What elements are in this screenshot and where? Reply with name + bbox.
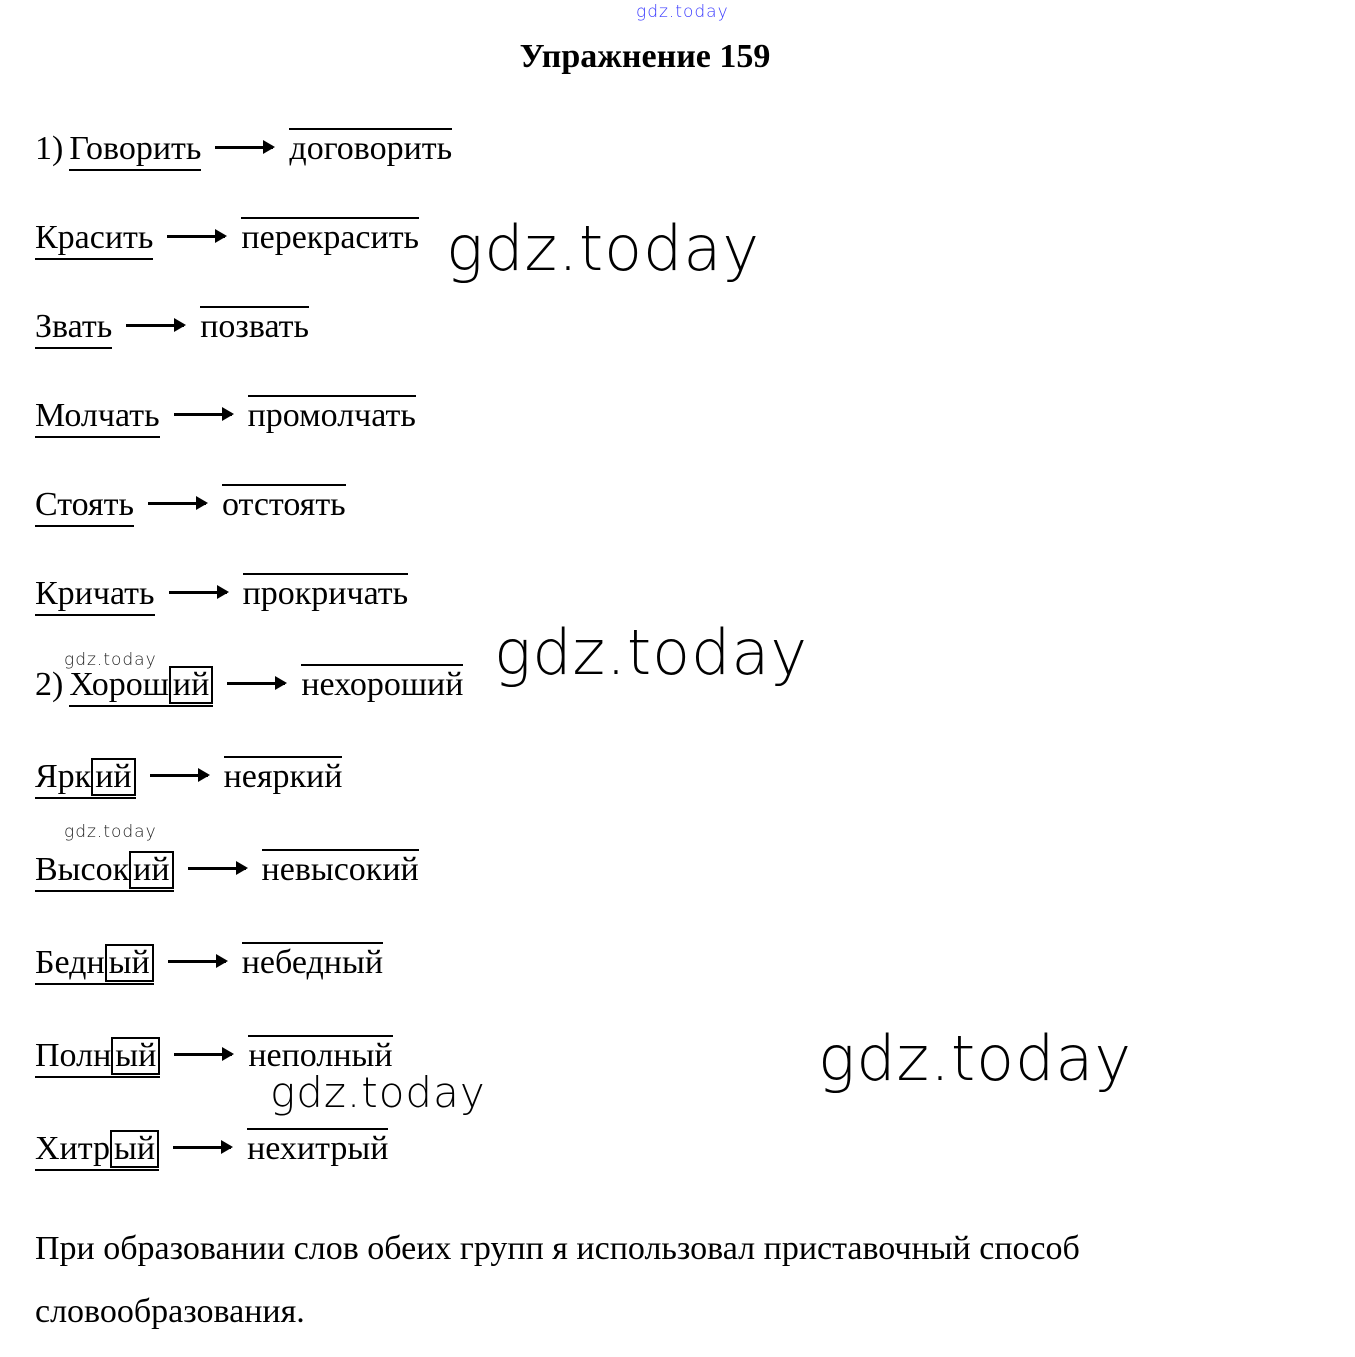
- ending-box: ый: [105, 944, 154, 982]
- derived-word: позвать: [200, 308, 310, 345]
- base-word: [35, 1130, 159, 1171]
- word-stem: Ярк: [35, 758, 92, 795]
- derived-word: неяркий: [223, 758, 343, 795]
- arrow-icon: [148, 502, 206, 505]
- base-word: Молчать: [35, 397, 160, 438]
- ending-box: ый: [111, 1037, 160, 1075]
- base-word: [35, 758, 136, 799]
- word-pair-row: [35, 484, 346, 527]
- word-pair-row: [35, 306, 309, 349]
- arrow-icon: [168, 960, 226, 963]
- arrow-icon: [169, 591, 227, 594]
- word-pair-row: [35, 942, 383, 985]
- watermark-small: gdz.today: [64, 822, 157, 842]
- arrow-icon: [150, 774, 208, 777]
- derived-word: небедный: [241, 944, 384, 981]
- base-word: Красить: [35, 219, 153, 260]
- arrow-icon: [227, 682, 285, 685]
- watermark-small: gdz.today: [64, 650, 157, 670]
- watermark: gdz.today: [494, 616, 809, 689]
- derived-word: договорить: [289, 130, 453, 167]
- derived-word: невысокий: [261, 851, 419, 888]
- derived-word: нехороший: [301, 666, 464, 703]
- base-word: Кричать: [35, 575, 155, 616]
- base-word: Говорить: [69, 130, 201, 171]
- base-word: Звать: [35, 308, 112, 349]
- watermark: gdz.today: [818, 1022, 1133, 1095]
- derived-word: перекрасить: [241, 219, 420, 256]
- arrow-icon: [215, 146, 273, 149]
- word-pair-row: [35, 664, 463, 707]
- ending-box: ый: [110, 1130, 159, 1168]
- group-number: 1): [35, 130, 64, 167]
- conclusion-text: При образовании слов обеих групп я использовал приставочный способ словообразования.: [35, 1230, 1080, 1330]
- word-pair-row: [35, 1035, 393, 1078]
- word-stem: Бедн: [35, 944, 105, 981]
- watermark: gdz.today: [270, 1068, 486, 1117]
- base-word: [35, 1037, 160, 1078]
- word-stem: Хорош: [69, 666, 169, 703]
- arrow-icon: [188, 867, 246, 870]
- word-pair-row: [35, 217, 419, 260]
- group-number: 2): [35, 666, 64, 703]
- arrow-icon: [173, 1146, 231, 1149]
- ending-box: ий: [169, 666, 213, 704]
- arrow-icon: [174, 1053, 232, 1056]
- ending-box: ий: [129, 851, 173, 889]
- base-word: Стоять: [35, 486, 134, 527]
- word-pair-row: [35, 573, 408, 616]
- arrow-icon: [167, 235, 225, 238]
- word-pair-row: [35, 1128, 388, 1171]
- word-stem: Хитр: [35, 1130, 111, 1167]
- watermark: gdz.today: [446, 212, 761, 285]
- word-pair-row: [35, 128, 452, 171]
- ending-box: ий: [91, 758, 135, 796]
- word-pair-row: [35, 849, 419, 892]
- word-stem: Полн: [35, 1037, 112, 1074]
- arrow-icon: [126, 324, 184, 327]
- derived-word: нехитрый: [247, 1130, 389, 1167]
- watermark-top: gdz.today: [636, 2, 729, 22]
- word-pair-row: [35, 395, 416, 438]
- derived-word: промолчать: [247, 397, 416, 434]
- base-word: [35, 944, 154, 985]
- base-word: [35, 851, 174, 892]
- derived-word: отстоять: [222, 486, 346, 523]
- page-title: Упражнение 159: [519, 38, 771, 75]
- word-pair-row: [35, 756, 342, 799]
- arrow-icon: [174, 413, 232, 416]
- derived-word: неполный: [248, 1037, 393, 1074]
- base-word: [69, 666, 213, 707]
- word-stem: Высок: [35, 851, 130, 888]
- derived-word: прокричать: [242, 575, 409, 612]
